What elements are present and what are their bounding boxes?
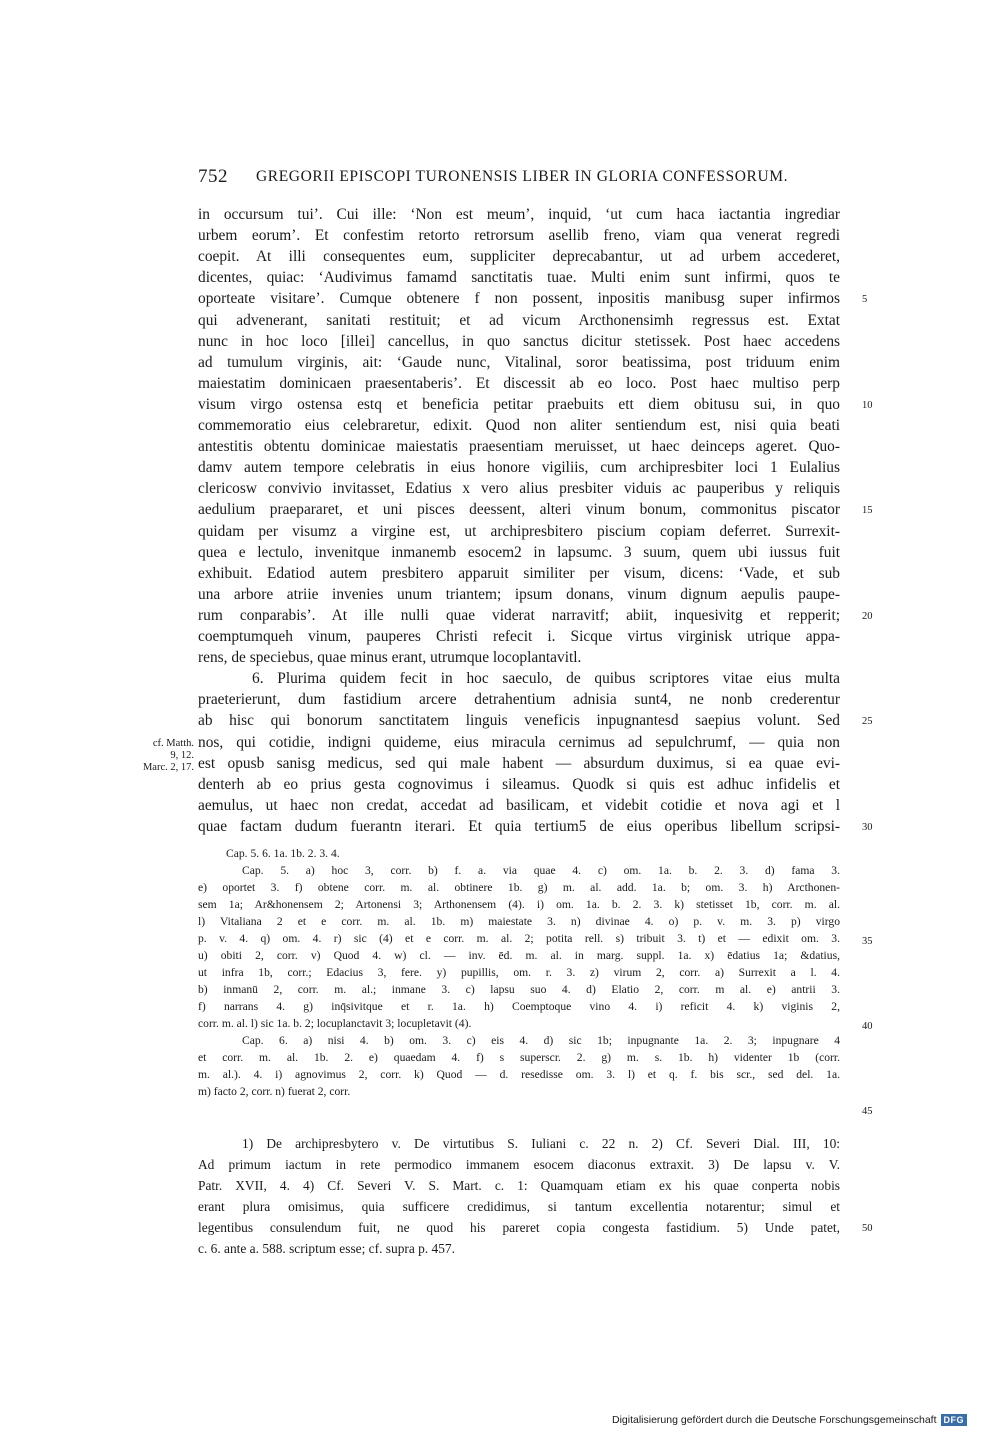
- main-line: damv autem tempore celebratis in eius honore vigiliis, cum archipresbiter loci 1 Eulalius: [198, 459, 840, 477]
- line-number: 45: [862, 1106, 873, 1117]
- appar-line: sem 1a; Ar&honensem 2; Artonensi 3; Arthonensem (4). i) om. 1a. b. 2. 3. k) stetisset 1b, corr. m. al.: [198, 898, 840, 911]
- appar-line: m. al.). 4. i) agnovimus 2, corr. k) Quod — d. resedisse om. 3. l) et q. f. bis scr., sed del. 1a.: [198, 1068, 840, 1081]
- main-line: in occursum tui’. Cui ille: ‘Non est meum’, inquid, ‘ut cum haca iactantia ingrediar: [198, 206, 840, 223]
- notes-line: c. 6. ante a. 588. scriptum esse; cf. supra p. 457.: [198, 1241, 455, 1256]
- main-line: aemulus, ut haec non credat, accedat ad basilicam, et videbit cotidie et nova agi et l: [198, 796, 840, 814]
- appar-line: e) oportet 3. f) obtene corr. m. al. obtinere 1b. g) m. al. add. 1a. b; om. 3. h) Arcthonen-: [198, 881, 840, 894]
- main-line: nunc in hoc loco [illei] cancellus, in quo sanctus dicitur stetissek. Post haec accedens: [198, 332, 840, 350]
- appar-line: p. v. 4. q) om. 4. r) sic (4) et e corr. m. al. 2; potita rell. s) tribuit 3. t) et — edixit om. 3.: [198, 932, 840, 945]
- main-line: quae factam dudum fuerantn iterari. Et quia tertium5 de eius operibus libellum scripsi-: [198, 817, 840, 835]
- main-line: urbem eorum’. Et confestim retorto retrorsum asellib freno, viam qua venerat regredi: [198, 227, 840, 245]
- line-number: 50: [862, 1223, 873, 1234]
- appar-line: b) inmanū 2, corr. m. al.; inmane 3. c) lapsu suo 4. d) Elatio 2, corr. m al. e) antrii 3.: [198, 983, 840, 996]
- margin-reference-line: cf. Matth.: [152, 737, 194, 749]
- appar-line: m) facto 2, corr. n) fuerat 2, corr.: [198, 1085, 351, 1098]
- main-line: oporteate visitare’. Cumque obtenere f non possent, inpositis manibusg super infirmos: [198, 290, 840, 308]
- page-header: [198, 166, 838, 190]
- notes-line: legentibus consulendum fuit, ne quod his pareret copia congesta fastidium. 5) Unde patet,: [198, 1220, 840, 1235]
- dfg-logo: DFG: [941, 1414, 968, 1426]
- main-line: visum virgo ostensa estq et beneficia petitar praebuits ett diem obitusu sui, in quo: [198, 395, 840, 413]
- line-number: 5: [862, 294, 868, 306]
- margin-reference-line: Marc. 2, 17.: [142, 761, 194, 773]
- main-line: una arbore atriie invenies unum triantem; ipsum donans, vinum dignum aepulis paupe-: [198, 585, 840, 603]
- appar-line: et corr. m. al. 1b. 2. e) quaedam 4. f) s superscr. 2. g) m. s. 1b. h) videnter 1b (corr.: [198, 1051, 840, 1064]
- line-number: 40: [862, 1021, 873, 1032]
- main-line: dicentes, quiac: ‘Audivimus famamd sanctitatis tuae. Multi enim sunt infirmi, quos te: [198, 269, 840, 287]
- appar-line: Cap. 5. a) hoc 3, corr. b) f. a. via quae 4. c) om. 1a. b. 2. 3. d) fama 3.: [242, 864, 840, 877]
- appar-line: corr. m. al. l) sic 1a. b. 2; locuplanctavit 3; locupletavit (4).: [198, 1017, 472, 1030]
- appar-line: Cap. 5. 6. 1a. 1b. 2. 3. 4.: [226, 847, 340, 860]
- main-line: clericosw convivio invitasset, Edatius x vero alius presbiter viduis ac pauperibus y reliquis: [198, 480, 840, 498]
- page-number: 752: [198, 166, 228, 187]
- line-number: 20: [862, 610, 873, 622]
- line-number: 15: [862, 505, 873, 517]
- main-line: coemptumqueh vinum, pauperes Christi refecit i. Sicque virtus virginisk utrique appa-: [198, 628, 840, 645]
- main-line: commemoratio eius celebraretur, edixit. Quod non aliter sentiendum est, nisi quia beati: [198, 417, 840, 434]
- appar-line: u) obiti 2, corr. v) Quod 4. w) cl. — inv. ēd. m. al. in marg. suppl. 1a. x) ēdatius 1a; &datius,: [198, 949, 840, 962]
- main-line: quidam per visumz a virgine est, ut archipresbitero piscium copiam deferret. Surrexit-: [198, 522, 840, 540]
- main-line: coepit. At illi consequentes eum, suppliciter deprecabantur, ut ad urbem accederet,: [198, 248, 840, 266]
- running-head: GREGORII EPISCOPI TURONENSIS LIBER IN GLORIA CONFESSORUM.: [256, 168, 789, 185]
- notes-line: Ad primum iactum in rete permodico immanem esocem diaconus extraxit. 3) De lapsu v. V.: [198, 1157, 840, 1172]
- main-line: nos, qui cotidie, indigni quideme, eius miracula cernimus ad sepulchrumf, — quia non: [198, 733, 840, 751]
- main-line: est opusb sanisg medicus, sed qui male habent — absurdum duximus, si ea quae evi-: [198, 754, 840, 772]
- appar-line: l) Vitaliana 2 et e corr. m. al. 1b. m) maiestate 3. n) divinae 4. o) p. v. m. 3. p) virgo: [198, 915, 840, 928]
- notes-line: erant plura omisimus, quia sufficere credidimus, si tantum excellentia notarentur; simul et: [198, 1199, 840, 1214]
- appar-line: f) narrans 4. g) inq̄sivitque et r. 1a. h) Coemptoque vino 4. i) reficit 4. k) viginis 2,: [198, 1000, 840, 1013]
- main-line: exhibuit. Edatiod autem presbitero apparuit similiter per visum, dicens: ‘Vade, et sub: [198, 564, 840, 582]
- main-line: quea e lectulo, invenitque inmanemb esocem2 in lapsumc. 3 suum, quem ubi iussus fuit: [198, 543, 840, 561]
- main-line: denterh ab eo prius gesta cognovimus i sileamus. Quodk si quis est adhuc infidelis et: [198, 775, 840, 793]
- main-line: rum conparabis’. At ille nulli quae viderat narravitf; abiit, inquesivitg et repperit;: [198, 606, 840, 624]
- notes-line: Patr. XVII, 4. 4) Cf. Severi V. S. Mart. c. 1: Quamquam etiam ex his quae conperta nobis: [198, 1178, 840, 1193]
- digitization-footer: [612, 1414, 967, 1426]
- main-line: antestitis obtentu dominicae maiestatis praesentiam meruisset, ut haec deinceps ageret. Quo-: [198, 438, 840, 456]
- line-number: 35: [862, 936, 873, 947]
- notes-line: 1) De archipresbytero v. De virtutibus S. Iuliani c. 22 n. 2) Cf. Severi Dial. III, 10:: [242, 1136, 840, 1151]
- line-number: 25: [862, 716, 873, 728]
- footer-text: Digitalisierung gefördert durch die Deutsche Forschungsgemeinschaft: [612, 1414, 937, 1426]
- main-line: rens, de speciebus, quae minus erant, utrumque locoplantavitl.: [198, 649, 582, 667]
- main-line: ad tumulum virginis, ait: ‘Gaude nunc, Vitalinal, soror beatissima, post triduum enim: [198, 353, 840, 371]
- appar-line: Cap. 6. a) nisi 4. b) om. 3. c) eis 4. d) sic 1b; inpugnante 1a. 2. 3; inpugnare 4: [242, 1034, 840, 1047]
- line-number: 10: [862, 399, 873, 411]
- main-line: 6. Plurima quidem fecit in hoc saeculo, de quibus scriptores vitae eius multa: [252, 670, 840, 688]
- main-line: praeterierunt, dum fastidium arcere detrahentium adnisia sunt4, ne nonb crederentur: [198, 691, 840, 709]
- main-line: qui advenerant, sanitati restituit; et ad vicum Arcthonensimh regressus est. Extat: [198, 311, 840, 329]
- line-number: 30: [862, 821, 873, 833]
- margin-reference-line: 9, 12.: [170, 749, 194, 761]
- main-line: aedulium praepararet, et uni pisces deessent, alteri vinum bonum, commonitus piscator: [198, 501, 840, 519]
- main-line: ab hisc qui bonorum sanctitatem linguis veneficis inpugnantesd saepius volunt. Sed: [198, 712, 840, 730]
- main-line: maiestatim dominicaen praesentaberis’. Et discessit ab eo loco. Post haec multiso perp: [198, 374, 840, 392]
- appar-line: ut infra 1b, corr.; Edacius 3, fere. y) pupillis, om. r. 3. z) virum 2, corr. a) Surrexit a l. 4.: [198, 966, 840, 979]
